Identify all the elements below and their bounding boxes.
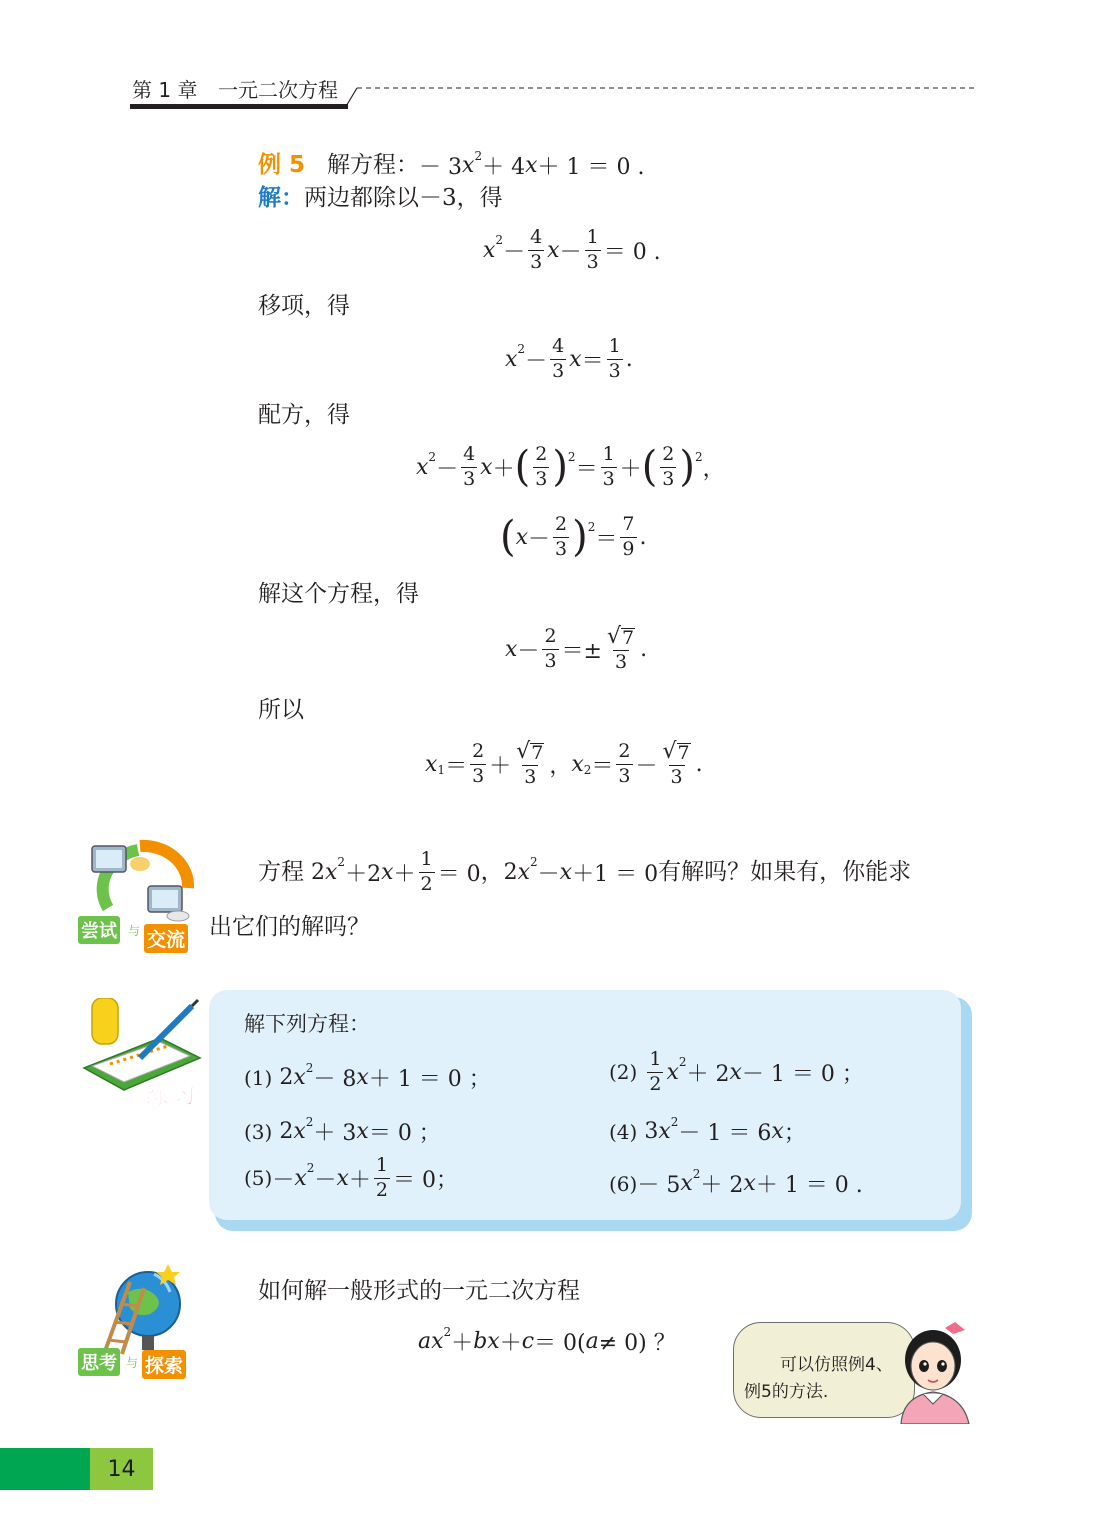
badge-exchange: 交流 — [144, 924, 188, 953]
example-problem — [258, 150, 644, 181]
solution-label: 解： — [258, 185, 304, 211]
computers-cycle-icon — [78, 838, 203, 928]
equation-step5: x 1 ＝ $\frac{2}{3}$ ＋ √ 7 3 ， x 2 ＝ $\frac{2}{3}$ － √ 7 3 . — [425, 739, 703, 788]
try-equation-b: 2 x 2 － x ＋1 ＝ 0 — [503, 855, 659, 887]
header-underline — [130, 104, 348, 109]
problem-equation: － 3 x 2 ＋ 4 x ＋ 1 ＝ 0 . — [419, 148, 645, 180]
badge-and: 与 — [128, 924, 141, 938]
hint-line1: 可以仿照例4、 — [780, 1355, 893, 1375]
step1-text: 两边都除以－3，得 — [304, 185, 503, 211]
equation-step4: x － $\frac{2}{3}$ ＝± √ 7 3 . — [505, 624, 648, 673]
badge-explore: 探索 — [142, 1350, 186, 1379]
page-number: 14 — [107, 1456, 136, 1482]
practice-badge-label: 练 习 — [146, 1084, 196, 1108]
practice-item-2: (2) $\frac{1}{2}$ x 2 ＋ 2 x － 1 ＝ 0 ； — [609, 1048, 864, 1095]
try-question-line1 — [258, 850, 911, 895]
practice-badge — [80, 998, 205, 1108]
chapter-label: 第 1 章 — [132, 78, 198, 102]
try-line1-prefix: 方程 — [258, 858, 304, 885]
page-number-box — [90, 1448, 153, 1490]
general-quadratic-equation: ax 2 ＋ bx ＋ c ＝ 0( a ≠ 0) ？ — [418, 1324, 676, 1356]
think-explore-badge — [78, 1262, 203, 1377]
hint-line2: 例5的方法. — [744, 1382, 829, 1402]
badge-and-2: 与 — [126, 1356, 139, 1370]
try-equation-a: 2 x 2 ＋2 x ＋ $\frac{1}{2}$ ＝ 0 — [304, 848, 481, 895]
think-question: 如何解一般形式的一元二次方程 — [258, 1278, 580, 1304]
solution-intro — [258, 187, 503, 210]
problem-prefix: 解方程： — [327, 152, 420, 178]
notebook-pen-icon — [80, 998, 205, 1093]
chapter-title: 一元二次方程 — [218, 78, 338, 102]
practice-item-5: (5) － x 2 － x ＋ $\frac{1}{2}$ ＝ 0； — [244, 1154, 458, 1201]
practice-item-4: (4) 3 x 2 － 1 ＝ 6 x ； — [609, 1114, 806, 1146]
try-line1-suffix: 有解吗？如果有，你能求 — [658, 858, 912, 885]
practice-title: 解下列方程： — [244, 1012, 370, 1036]
equation-step2: x 2 － $\frac{4}{3}$ x ＝ $\frac{1}{3}$ . — [505, 335, 633, 382]
step4-text: 解这个方程，得 — [258, 581, 419, 607]
equation-step3a: x 2 － $\frac{4}{3}$ x ＋ ( $\frac{2}{3}$ ) 2 ＝ $\frac{1}{3}$ ＋ ( $\frac{2}{3}$ ) 2 ， — [416, 443, 725, 492]
practice-item-1: (1) 2 x 2 － 8 x ＋ 1 ＝ 0 ； — [244, 1060, 491, 1092]
try-exchange-badge — [78, 838, 203, 951]
equation-step3b: ( x － $\frac{2}{3}$ ) 2 ＝ $\frac{7}{9}$ . — [500, 513, 647, 562]
badge-think: 思考 — [78, 1348, 120, 1376]
equation-step1: x 2 － $\frac{4}{3}$ x － $\frac{1}{3}$ ＝ 0 . — [483, 226, 661, 273]
try-line1-mid: ， — [480, 858, 504, 885]
girl-character-icon — [893, 1300, 975, 1424]
step3-text: 配方，得 — [258, 402, 350, 428]
step5-text: 所以 — [258, 697, 304, 723]
practice-item-6: (6) － 5 x 2 ＋ 2 x ＋ 1 ＝ 0 . — [609, 1166, 863, 1198]
hint-speech-bubble — [733, 1322, 915, 1418]
practice-item-3: (3) 2 x 2 ＋ 3 x ＝ 0 ； — [244, 1114, 441, 1146]
try-question-line2: 出它们的解吗？ — [209, 914, 370, 940]
footer-green-bar — [0, 1448, 90, 1490]
step2-text: 移项，得 — [258, 293, 350, 319]
example-label: 例 5 — [258, 152, 306, 178]
practice-panel — [209, 990, 961, 1220]
badge-try: 尝试 — [78, 916, 120, 944]
chapter-header — [130, 78, 975, 110]
globe-ladder-icon — [78, 1262, 203, 1357]
header-dashed-rule — [345, 78, 975, 110]
